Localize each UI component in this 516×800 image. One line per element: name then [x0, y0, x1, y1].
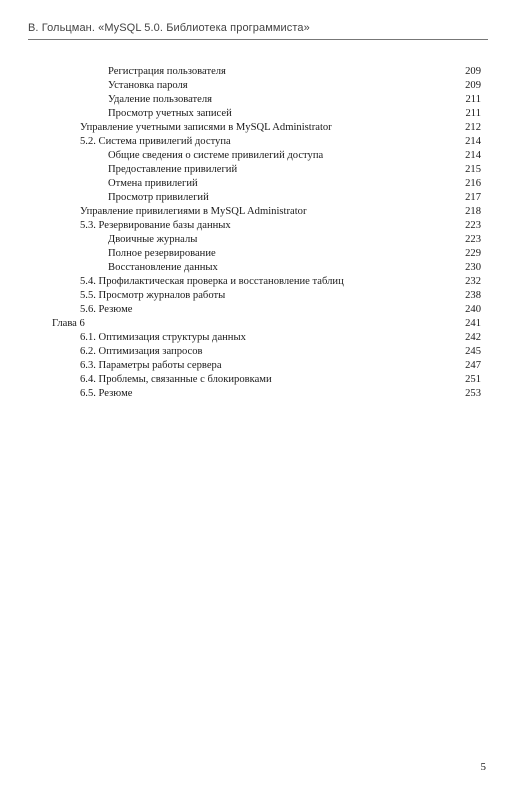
toc-entry-title: 5.2. Система привилегий доступа — [80, 136, 231, 147]
toc-entry-title: 6.3. Параметры работы сервера — [80, 360, 222, 371]
toc-entry-title: Регистрация пользователя — [108, 66, 226, 77]
toc-entry — [0, 163, 516, 177]
toc-entry-title: 5.3. Резервирование базы данных — [80, 220, 231, 231]
toc-entry-title: Глава 6 — [52, 318, 85, 329]
toc-entry — [0, 93, 516, 107]
toc-entry — [0, 331, 516, 345]
toc-entry-page: 223 — [465, 220, 481, 231]
toc-entry — [0, 359, 516, 373]
toc-entry — [0, 289, 516, 303]
toc-entry-title: Двоичные журналы — [108, 234, 198, 245]
toc-entry-title: Восстановление данных — [108, 262, 218, 273]
toc-entry-page: 223 — [465, 234, 481, 245]
page-number: 5 — [480, 761, 486, 773]
toc-entry-title: 6.2. Оптимизация запросов — [80, 346, 203, 357]
toc-entry-page: 238 — [465, 290, 481, 301]
toc-entry — [0, 373, 516, 387]
toc-entry — [0, 121, 516, 135]
toc-entry — [0, 317, 516, 331]
toc-entry — [0, 247, 516, 261]
toc-entry-page: 215 — [465, 164, 481, 175]
toc-entry-title: Управление учетными записями в MySQL Administrator — [80, 122, 332, 133]
toc-entry-page: 251 — [465, 374, 481, 385]
toc-entry — [0, 107, 516, 121]
toc-entry-page: 218 — [465, 206, 481, 217]
toc-entry — [0, 177, 516, 191]
toc-entry-title: Предоставление привилегий — [108, 164, 238, 175]
toc-entry — [0, 261, 516, 275]
toc-entry-page: 247 — [465, 360, 481, 371]
toc-entry-page: 211 — [465, 94, 481, 105]
toc-entry-page: 230 — [465, 262, 481, 273]
toc-entry-page: 209 — [465, 66, 481, 77]
toc-entry-page: 241 — [465, 318, 481, 329]
toc-entry — [0, 135, 516, 149]
toc-entry-title: Отмена привилегий — [108, 178, 198, 189]
toc-entry — [0, 219, 516, 233]
toc-entry-title: 6.4. Проблемы, связанные с блокировками — [80, 374, 272, 385]
toc-entry-title: 6.5. Резюме — [80, 388, 133, 399]
toc-entry-title: 5.5. Просмотр журналов работы — [80, 290, 226, 301]
toc-entry — [0, 79, 516, 93]
toc-entry-page: 240 — [465, 304, 481, 315]
toc-entry-page: 209 — [465, 80, 481, 91]
toc-entry-page: 253 — [465, 388, 481, 399]
toc-entry — [0, 303, 516, 317]
toc-entry-title: Управление привилегиями в MySQL Administrator — [80, 206, 307, 217]
toc-entry-page: 229 — [465, 248, 481, 259]
toc-entry-title: 5.4. Профилактическая проверка и восстановление таблиц — [80, 276, 344, 287]
toc-entry — [0, 65, 516, 79]
toc-entry-title: 5.6. Резюме — [80, 304, 133, 315]
toc-entry — [0, 387, 516, 401]
toc-entry — [0, 191, 516, 205]
toc-entry — [0, 149, 516, 163]
running-header: В. Гольцман. «MySQL 5.0. Библиотека программиста» — [28, 22, 310, 34]
toc-entry-page: 212 — [465, 122, 481, 133]
toc-entry-page: 216 — [465, 178, 481, 189]
toc-entry-page: 214 — [465, 150, 481, 161]
toc-entry — [0, 275, 516, 289]
toc-entry-title: Полное резервирование — [108, 248, 216, 259]
toc-entry — [0, 205, 516, 219]
toc-entry-page: 214 — [465, 136, 481, 147]
toc-entry-page: 242 — [465, 332, 481, 343]
toc-entry — [0, 345, 516, 359]
toc-entry-title: 6.1. Оптимизация структуры данных — [80, 332, 246, 343]
toc-entry-page: 245 — [465, 346, 481, 357]
toc-entry — [0, 233, 516, 247]
toc-entry-page: 217 — [465, 192, 481, 203]
toc-entry-title: Просмотр привилегий — [108, 192, 209, 203]
toc-entry-page: 211 — [465, 108, 481, 119]
toc-entry-title: Общие сведения о системе привилегий доступа — [108, 150, 324, 161]
toc-entry-page: 232 — [465, 276, 481, 287]
toc-entry-title: Установка пароля — [108, 80, 188, 91]
toc-entry-title: Просмотр учетных записей — [108, 108, 232, 119]
toc-entry-title: Удаление пользователя — [108, 94, 213, 105]
header-divider — [28, 39, 488, 40]
